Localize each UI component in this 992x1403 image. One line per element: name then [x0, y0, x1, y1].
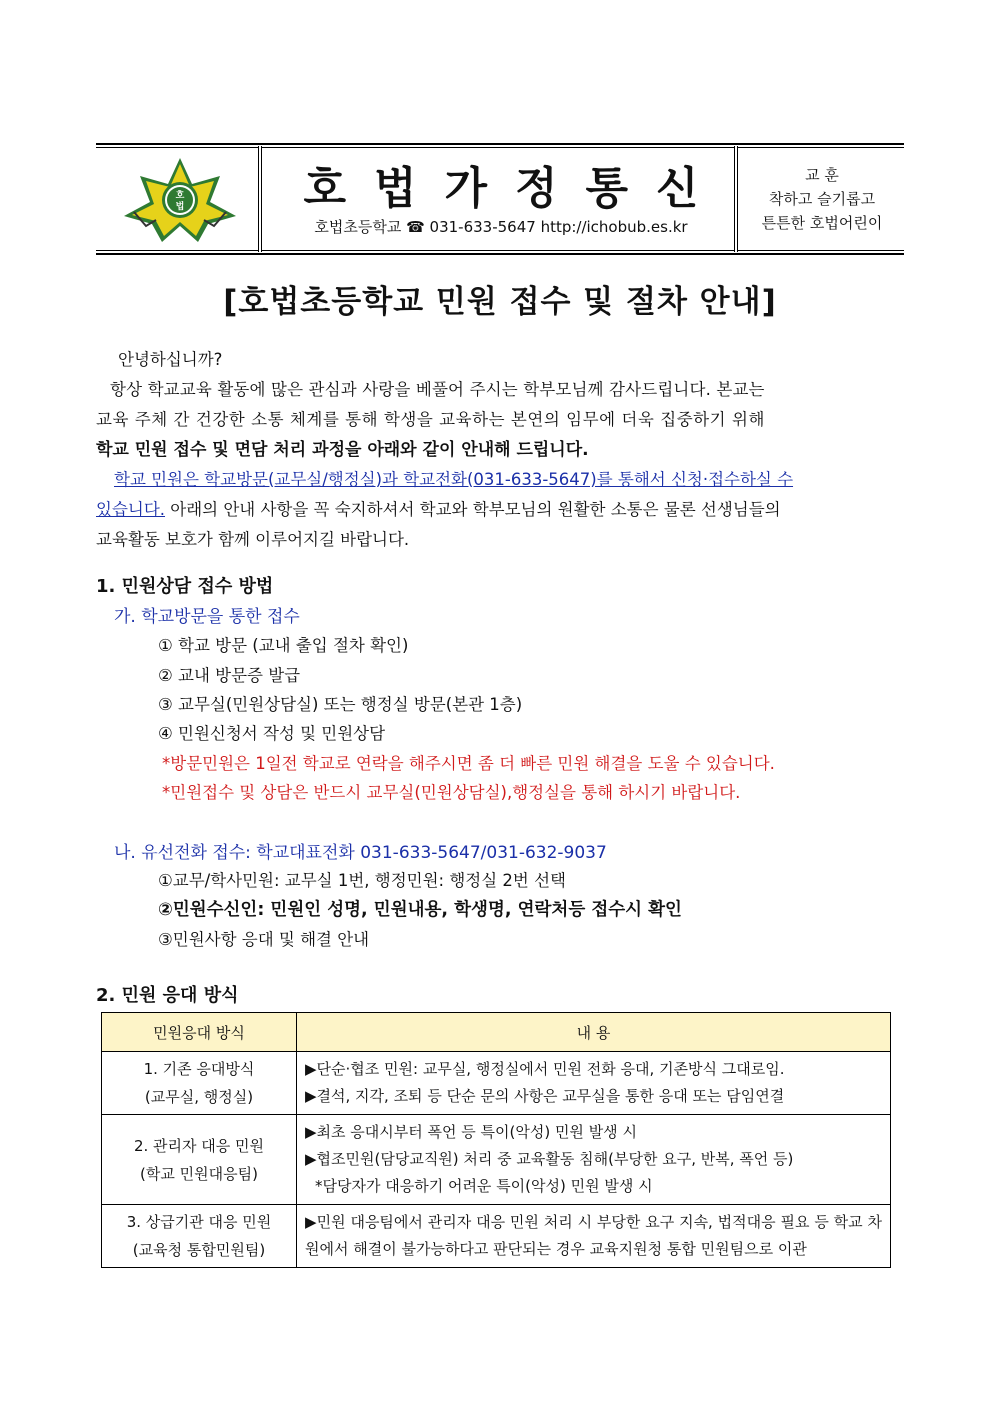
table-header-method: 민원응대 방식: [102, 1013, 297, 1052]
content-line: ▶단순·협조 민원: 교무실, 행정실에서 민원 전화 응대, 기존방식 그대로임.: [305, 1060, 785, 1078]
content-line: ▶민원 대응팀에서 관리자 대응 민원 처리 시 부당한 요구 지속, 법적대응 필요 등 학교 차원에서 해결이 불가능하다고 판단되는 경우 교육지원청 통합 민원팀으로 이관: [305, 1213, 882, 1258]
method-name: 1. 기존 응대방식: [143, 1060, 255, 1078]
logo-text-top: 호: [175, 191, 185, 201]
school-contact-info: 호법초등학교 ☎ 031-633-5647 http://ichobub.es.kr: [314, 218, 688, 236]
table-header-content: 내 용: [297, 1013, 891, 1052]
table-cell-method: [102, 1052, 297, 1115]
intro-section: [96, 345, 898, 555]
intro-line-4: [96, 465, 898, 495]
masthead-divider-right: [734, 146, 738, 252]
table-row: [102, 1205, 891, 1268]
phone-step-2: ②민원수신인: 민원인 성명, 민원내용, 학생명, 연락처등 접수시 확인: [158, 900, 682, 920]
phone-step-1: ①교무/학사민원: 교무실 1번, 행정민원: 행정실 2번 선택: [158, 871, 566, 890]
motto-label: 교 훈: [805, 166, 839, 184]
masthead-bottom-rule: [96, 253, 904, 255]
table-cell-method: [102, 1115, 297, 1205]
content-line: ▶결석, 지각, 조퇴 등 단순 문의 사항은 교무실을 통한 응대 또는 담임연결: [305, 1087, 785, 1105]
section-1b-heading: 나. 유선전화 접수: 학교대표전화 031-633-5647/031-632-9037: [114, 843, 607, 863]
application-methods-highlight: 학교 민원은 학교방문(교무실/행정실)과 학교전화(031-633-5647)를 통해서 신청·접수하실 수: [114, 470, 794, 489]
method-dept: (교무실, 행정실): [144, 1088, 254, 1106]
content-line: ▶협조민원(담당교직원) 처리 중 교육활동 침해(부당한 요구, 반복, 폭언 등): [305, 1150, 794, 1168]
intro-line-5-rest: 아래의 안내 사항을 꼭 숙지하셔서 학교와 학부모님의 원활한 소통은 물론 선생님들의: [165, 500, 781, 519]
content-line: ▶최초 응대시부터 폭언 등 특이(악성) 민원 발생 시: [305, 1123, 637, 1141]
response-method-table: [101, 1012, 891, 1268]
table-cell-content: [297, 1115, 891, 1205]
visit-note-1: *방문민원은 1일전 학교로 연락을 해주시면 좀 더 빠른 민원 해결을 도울 수 있습니다.: [162, 754, 775, 773]
visit-note-2: *민원접수 및 상담은 반드시 교무실(민원상담실),행정실을 통해 하시기 바랍니다.: [162, 783, 741, 802]
table-row: [102, 1052, 891, 1115]
content-line: *담당자가 대응하기 어려운 특이(악성) 민원 발생 시: [315, 1177, 653, 1195]
table-header-row: [102, 1013, 891, 1052]
motto-line-2: 튼튼한 호법어린이: [761, 214, 883, 232]
intro-line-2: 교육 주체 간 건강한 소통 체계를 통해 학생을 교육하는 본연의 임무에 더욱 집중하기 위해: [96, 410, 765, 429]
method-name: 2. 관리자 대응 민원: [133, 1136, 265, 1155]
masthead-top-rule: [96, 143, 904, 145]
greeting: 안녕하십니까?: [118, 350, 223, 369]
logo-text-bottom: 법: [175, 202, 185, 212]
intro-line-5: [96, 495, 898, 525]
table-cell-content: [297, 1052, 891, 1115]
newsletter-title: 호법가정통신: [303, 163, 727, 214]
application-methods-highlight-end: 있습니다.: [96, 500, 166, 519]
visit-step-2: ② 교내 방문증 발급: [158, 666, 301, 685]
masthead-bottom-rule-thin: [96, 250, 904, 251]
intro-line-3: 학교 민원 접수 및 면담 처리 과정을 아래와 같이 안내해 드립니다.: [96, 440, 589, 460]
motto-line-1: 착하고 슬기롭고: [768, 190, 876, 208]
table-row: [102, 1115, 891, 1205]
school-logo: [120, 154, 240, 244]
intro-line-1: 항상 학교교육 활동에 많은 관심과 사랑을 베풀어 주시는 학부모님께 감사드립니다. 본교는: [110, 380, 765, 399]
method-dept: (교육청 통합민원팀): [132, 1241, 266, 1259]
visit-step-4: ④ 민원신청서 작성 및 민원상담: [158, 724, 386, 743]
section-1-heading: 1. 민원상담 접수 방법: [96, 576, 274, 597]
visit-step-3: ③ 교무실(민원상담실) 또는 행정실 방문(본관 1층): [158, 695, 523, 714]
masthead-divider-left: [258, 146, 262, 252]
phone-step-3: ③민원사항 응대 및 해결 안내: [158, 930, 370, 949]
table-cell-method: [102, 1205, 297, 1268]
visit-step-1: ① 학교 방문 (교내 출입 절차 확인): [158, 636, 409, 655]
document-title: [호법초등학교 민원 접수 및 절차 안내]: [223, 284, 777, 320]
method-dept: (학교 민원대응팀): [140, 1164, 258, 1183]
method-name: 3. 상급기관 대응 민원: [126, 1213, 272, 1231]
table-cell-content: [297, 1205, 891, 1268]
intro-line-6: 교육활동 보호가 함께 이루어지길 바랍니다.: [96, 530, 410, 549]
section-1a-heading: 가. 학교방문을 통한 접수: [114, 607, 300, 627]
section-2-heading: 2. 민원 응대 방식: [96, 985, 239, 1006]
masthead-top-rule-thin: [96, 147, 904, 148]
